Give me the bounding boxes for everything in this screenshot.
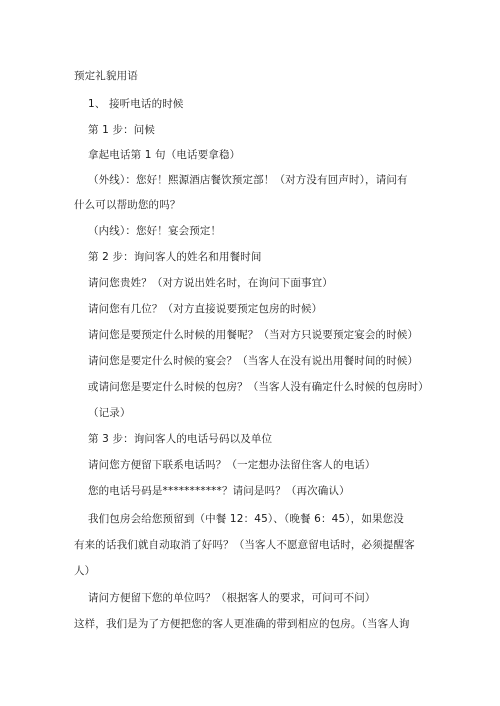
document-title: 预定礼貌用语: [74, 70, 138, 82]
body-line: 请问您贵姓？（对方说出姓名时，在询问下面事宜）: [88, 277, 333, 289]
body-line: 什么可以帮助您的吗？: [74, 199, 181, 211]
body-line: 请问您有几位？（对方直接说要预定包房的时候）: [88, 303, 323, 315]
step-heading: 第 1 步：问候: [88, 124, 156, 136]
body-line: 有来的话我们就自动取消了好吗？（当客人不愿意留电话时，必须提醒客: [74, 539, 415, 551]
body-line: （记录）: [88, 407, 131, 419]
body-line: 请问您是要预定什么时候的用餐呢？（当对方只说要预定宴会的时候）: [88, 329, 419, 341]
body-line: 请问方便留下您的单位吗？（根据客人的要求，可问可不问）: [88, 592, 376, 604]
body-line: 请问您方便留下联系电话吗？（一定想办法留住客人的电话）: [88, 459, 376, 471]
body-line: 请问您是要定什么时候的宴会？（当客人在没有说出用餐时间的时候）: [88, 355, 419, 367]
step-heading: 第 2 步：询问客人的姓名和用餐时间: [88, 251, 262, 263]
body-line: 人）: [74, 565, 96, 577]
body-line: 拿起电话第 1 句（电话要拿稳）: [88, 149, 241, 161]
body-line: 或请问您是要定什么时候的包房？（当客人没有确定什么时候的包房时）: [88, 381, 429, 393]
section-heading: 1、 接听电话的时候: [88, 98, 184, 110]
body-line: 这样，我们是为了方便把您的客人更准确的带到相应的包房。（当客人询: [74, 618, 410, 630]
body-line: （外线）：您好！熙源酒店餐饮预定部！（对方没有回声时），请问有: [88, 174, 408, 186]
body-line: （内线）：您好！宴会预定！: [88, 225, 222, 237]
body-line: 我们包房会给您预留到（中餐 12：45）、（晚餐 6：45），如果您没: [88, 513, 404, 525]
step-heading: 第 3 步：询问客人的电话号码以及单位: [88, 433, 273, 445]
body-line: 您的电话号码是***********？请问是吗？（再次确认）: [88, 485, 350, 497]
